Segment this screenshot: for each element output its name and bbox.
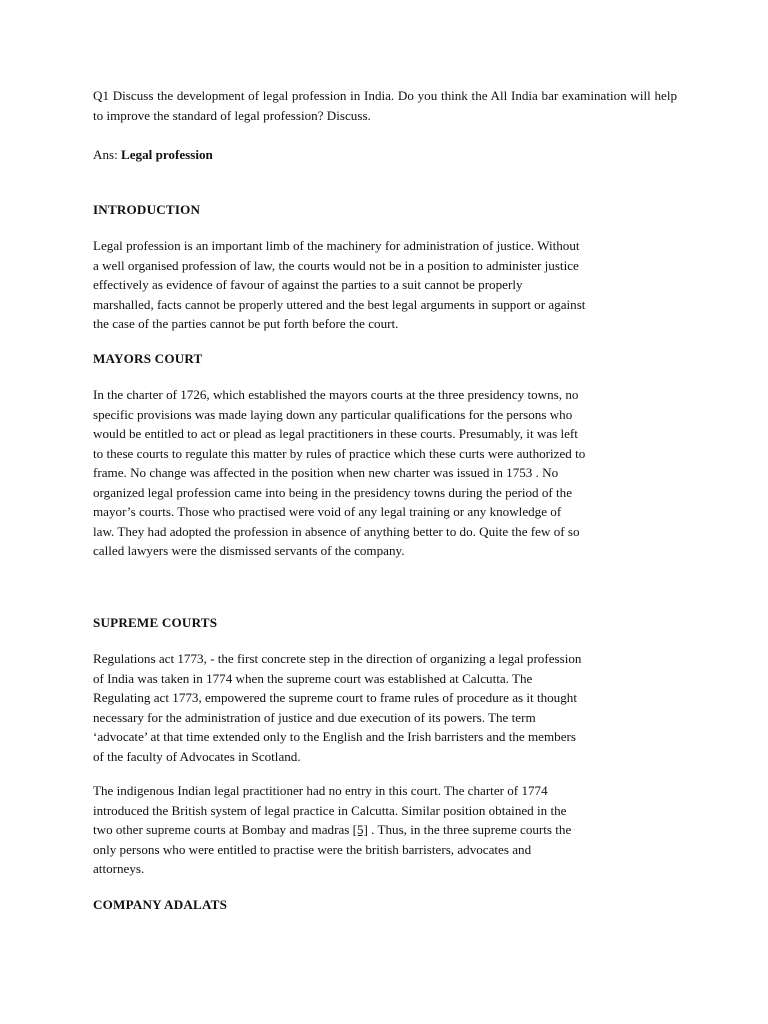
supreme-courts-paragraph-1 xyxy=(93,649,677,766)
supreme-courts-line: introduced the British system of legal practice in Calcutta. Similar position obtained in the xyxy=(93,802,567,818)
supreme-courts-line: only persons who were entitled to practise were the british barristers, advocates and xyxy=(93,841,532,857)
supreme-courts-line: Regulating act 1773, empowered the supreme court to frame rules of procedure as it thought xyxy=(93,690,577,705)
introduction-line: Legal profession is an important limb of the machinery for administration of justice. Without xyxy=(93,238,580,253)
question-text: Q1 Discuss the development of legal profession in India. Do you think the All India bar examination will help to improve the standard of legal profession? Discuss. xyxy=(93,88,677,123)
heading-supreme-courts: SUPREME COURTS xyxy=(93,615,218,630)
mayors-court-line: would be entitled to act or plead as legal practitioners in these courts. Presumably, it was left xyxy=(93,426,578,441)
mayors-court-line: In the charter of 1726, which established the mayors courts at the three presidency towns, no xyxy=(93,387,579,402)
mayors-court-line: specific provisions was made laying down any particular qualifications for the persons who xyxy=(93,406,573,422)
answer-title: Legal profession xyxy=(121,147,213,162)
mayors-court-line: law. They had adopted the profession in absence of anything better to do. Quite the few of so xyxy=(93,523,580,539)
supreme-courts-line-with-reference: two other supreme courts at Bombay and madras [5] . Thus, in the three supreme courts the xyxy=(93,822,572,837)
mayors-court-line: called lawyers were the dismissed servants of the company. xyxy=(93,543,405,558)
answer-prefix: Ans: xyxy=(93,147,122,162)
supreme-courts-paragraph-2 xyxy=(93,781,677,879)
supreme-courts-line: of the faculty of Advocates in Scotland. xyxy=(93,748,301,764)
mayors-court-line: to these courts to regulate this matter by rules of practice which these curts were authorized to xyxy=(93,445,586,461)
introduction-line: the case of the parties cannot be put forth before the court. xyxy=(93,316,399,331)
heading-company-adalats: COMPANY ADALATS xyxy=(93,897,228,912)
answer-line xyxy=(93,145,677,165)
mayors-court-paragraph xyxy=(93,385,677,561)
introduction-line: marshalled, facts cannot be properly uttered and the best legal arguments in support or against xyxy=(93,296,586,312)
mayors-court-line: mayor’s courts. Those who practised were void of any legal training or any knowledge of xyxy=(93,504,562,519)
supreme-courts-line: of India was taken in 1774 when the supreme court was established at Calcutta. The xyxy=(93,670,533,686)
heading-mayors-court: MAYORS COURT xyxy=(93,351,203,366)
supreme-courts-line: attorneys. xyxy=(93,861,145,876)
supreme-courts-line: ‘advocate’ at that time extended only to the English and the Irish barristers and the members xyxy=(93,729,576,744)
introduction-line: effectively as evidence of favour of against the parties to a suit cannot be properly xyxy=(93,277,523,292)
supreme-courts-line: Regulations act 1773, - the first concrete step in the direction of organizing a legal profession xyxy=(93,651,582,666)
mayors-court-line: organized legal profession came into being in the presidency towns during the period of the xyxy=(93,484,573,500)
introduction-paragraph xyxy=(93,236,677,334)
supreme-courts-line: The indigenous Indian legal practitioner had no entry in this court. The charter of 1774 xyxy=(93,783,548,798)
footnote-reference-link[interactable]: [5] xyxy=(352,822,368,837)
introduction-line: a well organised profession of law, the courts would not be in a position to administer justice xyxy=(93,257,579,273)
heading-introduction: INTRODUCTION xyxy=(93,202,201,217)
supreme-courts-line: necessary for the administration of justice and due execution of its powers. The term xyxy=(93,709,536,725)
mayors-court-line: frame. No change was affected in the position when new charter was issued in 1753 . No xyxy=(93,465,559,480)
